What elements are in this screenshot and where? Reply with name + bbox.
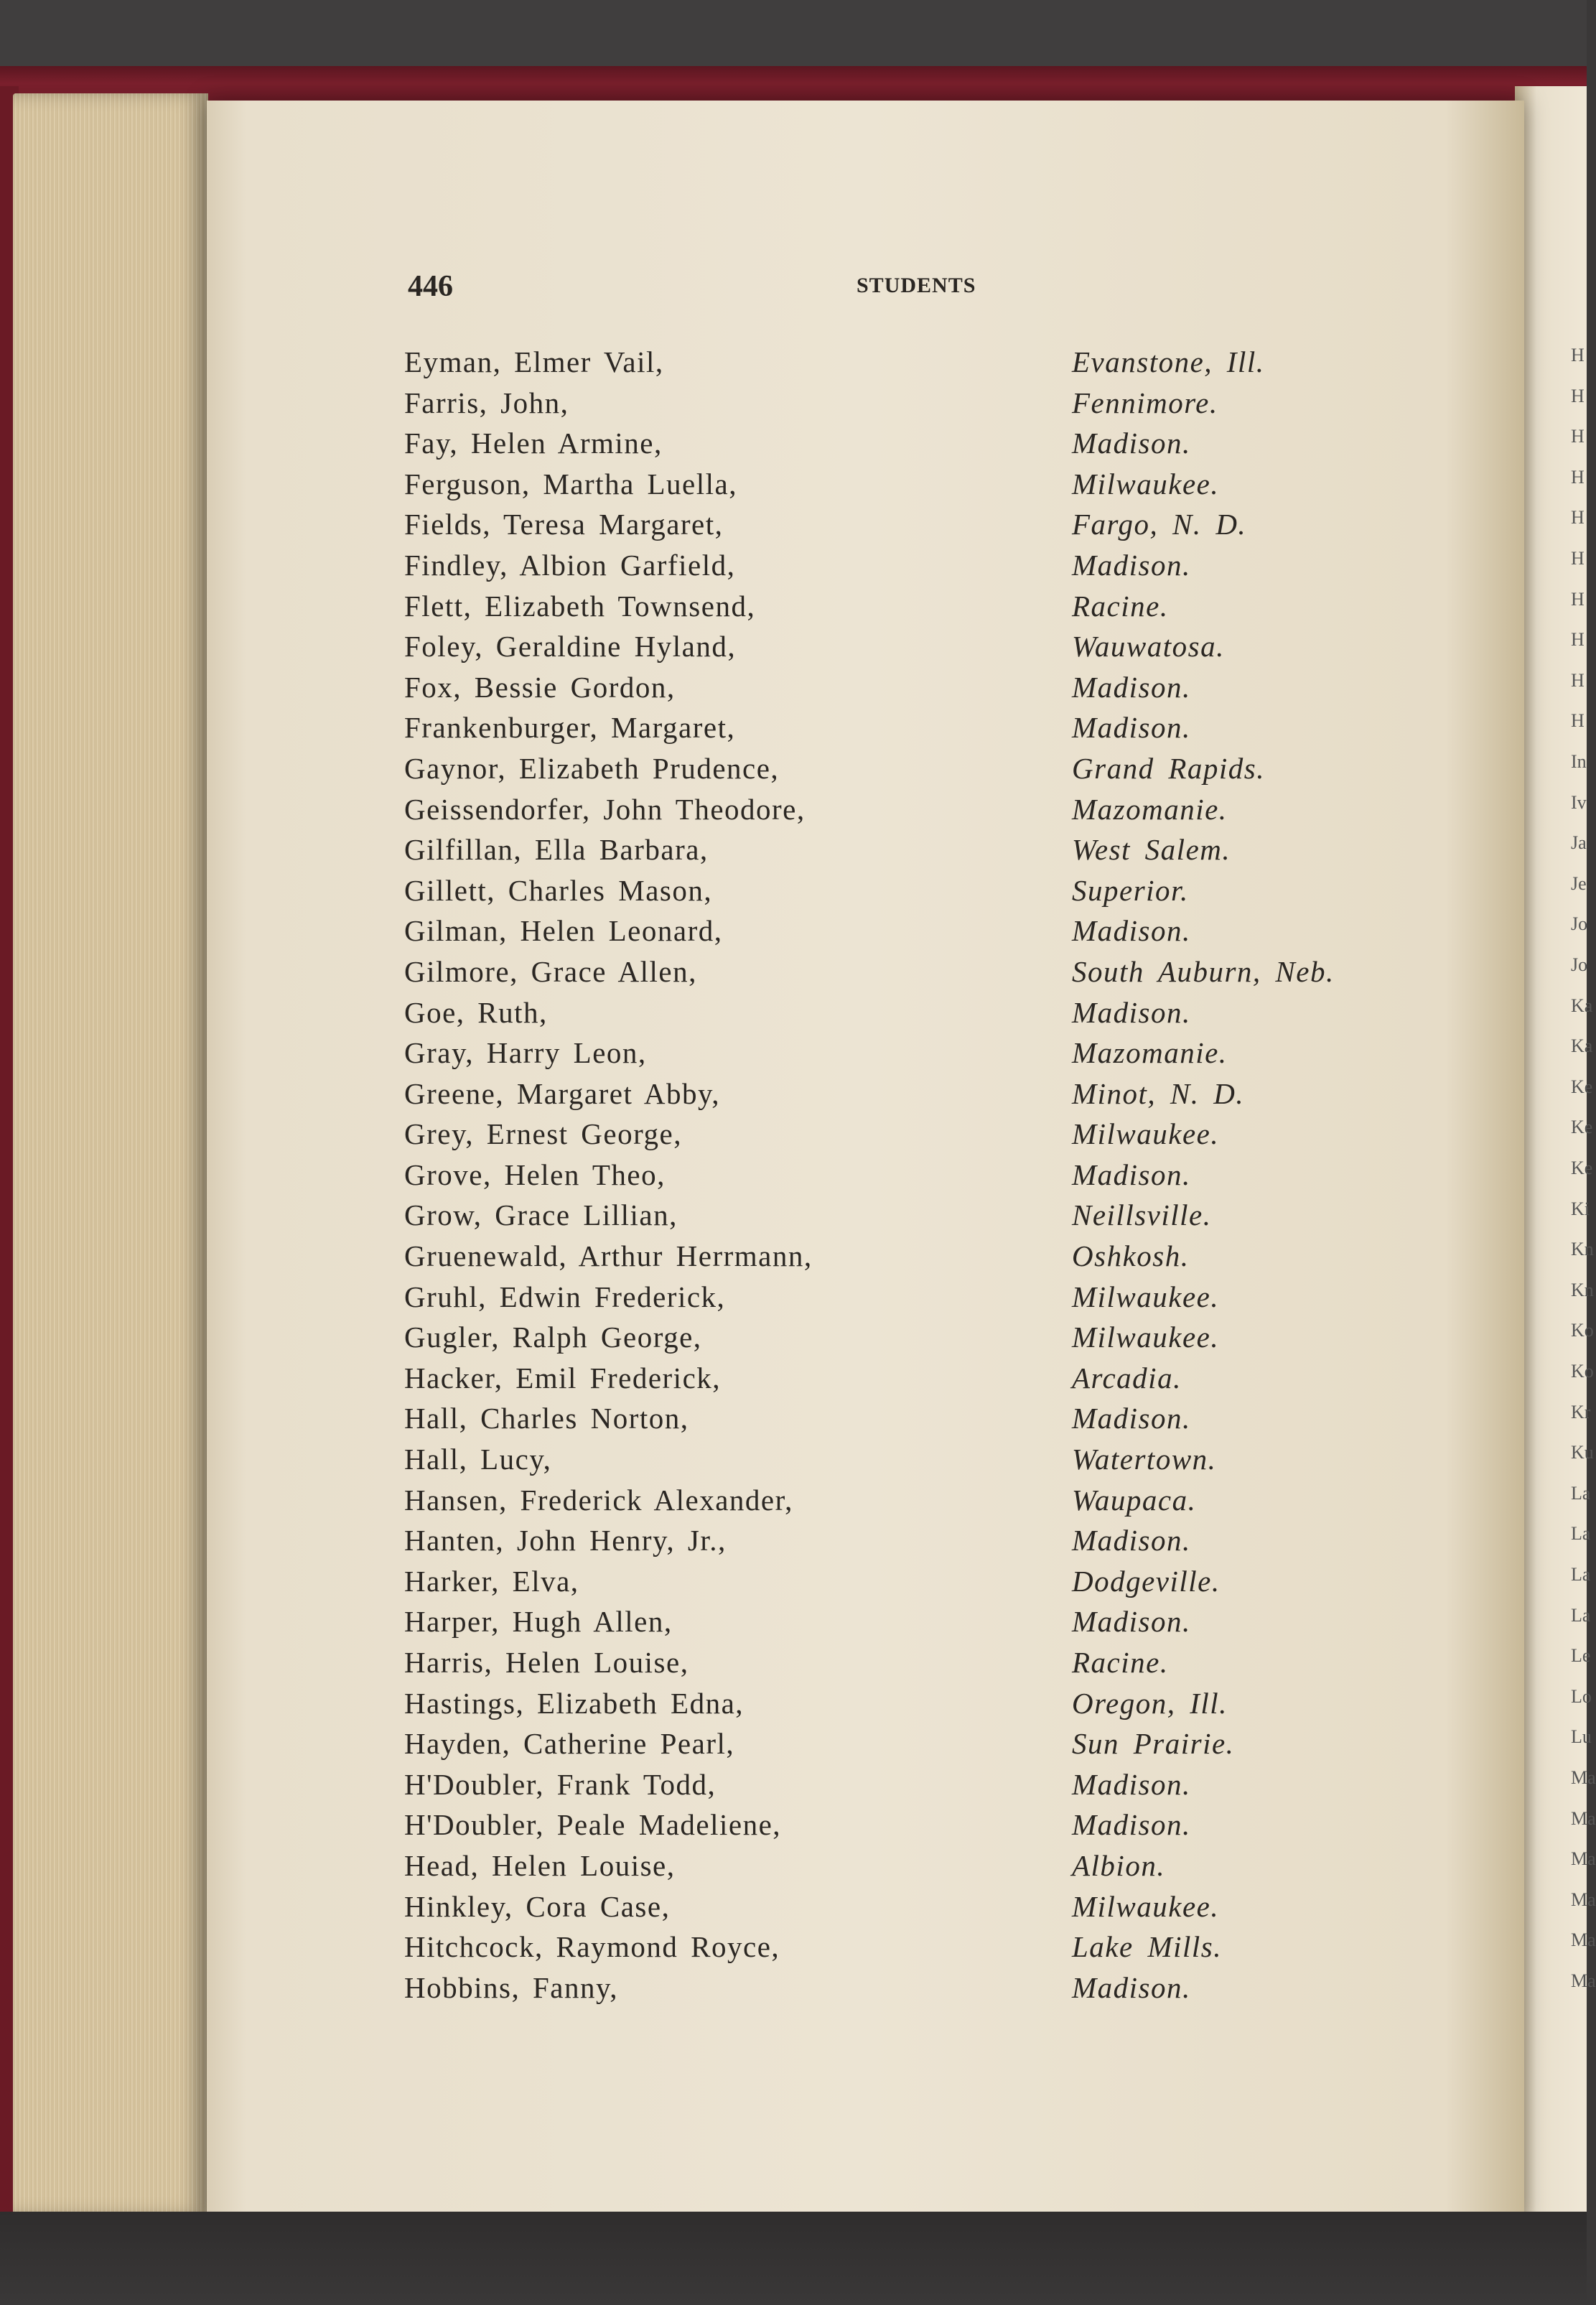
student-name: Gruenewald, Arthur Herrmann,	[404, 1239, 813, 1273]
student-hometown: Milwaukee.	[1072, 1117, 1220, 1151]
facing-page-fragment: Ki	[1571, 1198, 1590, 1219]
student-hometown: Madison.	[1072, 914, 1191, 948]
student-name: Ferguson, Martha Luella,	[404, 467, 737, 500]
facing-page-fragment: H	[1571, 466, 1585, 488]
student-name: Fields, Teresa Margaret,	[404, 508, 724, 541]
facing-page-fragment: H	[1571, 548, 1585, 569]
student-name: Fay, Helen Armine,	[404, 427, 663, 460]
student-name: Hitchcock, Raymond Royce,	[404, 1930, 780, 1964]
student-name: Harker, Elva,	[404, 1564, 579, 1598]
facing-page-fragment: Ka	[1571, 995, 1593, 1016]
list-item	[207, 548, 1524, 589]
list-item	[207, 1726, 1524, 1767]
facing-page-fragment: Kn	[1571, 1239, 1594, 1260]
list-item	[207, 1361, 1524, 1402]
facing-page-fragment: Jo	[1571, 913, 1588, 935]
list-item	[207, 1523, 1524, 1564]
facing-page-fragment: Ma	[1571, 1767, 1596, 1788]
list-item	[207, 873, 1524, 914]
student-hometown: Madison.	[1072, 1767, 1191, 1801]
student-hometown: Lake Mills.	[1072, 1930, 1222, 1964]
student-hometown: Superior.	[1072, 873, 1189, 907]
student-hometown: Arcadia.	[1072, 1361, 1182, 1394]
student-name: Greene, Margaret Abby,	[404, 1076, 721, 1110]
list-item	[207, 1807, 1524, 1848]
student-name: Head, Helen Louise,	[404, 1848, 676, 1882]
student-name: Grow, Grace Lillian,	[404, 1198, 678, 1232]
list-item	[207, 426, 1524, 467]
list-item	[207, 1442, 1524, 1483]
student-hometown: Milwaukee.	[1072, 467, 1220, 500]
student-name: H'Doubler, Frank Todd,	[404, 1767, 717, 1801]
facing-page-fragment: Ke	[1571, 1158, 1593, 1178]
table-surface	[0, 2212, 1587, 2305]
student-hometown: Madison.	[1072, 670, 1191, 704]
student-hometown: Madison.	[1072, 1605, 1191, 1639]
list-item	[207, 589, 1524, 630]
student-hometown: Milwaukee.	[1072, 1321, 1220, 1354]
student-name: Flett, Elizabeth Townsend,	[404, 589, 756, 623]
student-name: Foley, Geraldine Hyland,	[404, 630, 737, 663]
student-hometown: Oshkosh.	[1072, 1239, 1190, 1273]
student-name: Frankenburger, Margaret,	[404, 711, 736, 745]
list-item	[207, 1686, 1524, 1727]
facing-page-fragment: Ko	[1571, 1361, 1594, 1382]
list-item	[207, 1239, 1524, 1280]
page-number: 446	[408, 270, 453, 303]
list-item	[207, 832, 1524, 873]
list-item	[207, 1767, 1524, 1808]
list-item	[207, 954, 1524, 995]
facing-page-fragment: Lu	[1571, 1726, 1592, 1748]
facing-page-fragment: Je	[1571, 872, 1587, 894]
facing-page-fragment: Ma	[1571, 1970, 1596, 1991]
list-item	[207, 913, 1524, 954]
student-hometown: Sun Prairie.	[1072, 1727, 1235, 1761]
student-hometown: Neillsville.	[1072, 1198, 1212, 1232]
list-item	[207, 1117, 1524, 1158]
student-name: Hall, Charles Norton,	[404, 1402, 689, 1435]
facing-page-fragment: Kr	[1571, 1401, 1591, 1422]
student-hometown: Dodgeville.	[1072, 1564, 1221, 1598]
facing-page-fragment: H	[1571, 345, 1585, 365]
facing-page-fragment: Ka	[1571, 1035, 1593, 1057]
facing-page-fragment: Ma	[1571, 1929, 1596, 1951]
facing-page-fragment: La	[1571, 1564, 1591, 1585]
student-hometown: Wauwatosa.	[1072, 630, 1225, 663]
facing-page-fragment: Ko	[1571, 1320, 1594, 1341]
student-hometown: South Auburn, Neb.	[1072, 954, 1335, 988]
list-item	[207, 1401, 1524, 1442]
student-name: Hansen, Frederick Alexander,	[404, 1483, 793, 1517]
student-name: Gillett, Charles Mason,	[404, 873, 713, 907]
student-hometown: Madison.	[1072, 1970, 1191, 2004]
list-item	[207, 751, 1524, 792]
student-name: Eyman, Elmer Vail,	[404, 345, 664, 378]
student-hometown: Madison.	[1072, 1402, 1191, 1435]
student-hometown: Madison.	[1072, 711, 1191, 745]
student-name: H'Doubler, Peale Madeliene,	[404, 1808, 782, 1842]
list-item	[207, 1198, 1524, 1239]
student-name: Hayden, Catherine Pearl,	[404, 1727, 735, 1761]
student-name: Grey, Ernest George,	[404, 1117, 682, 1151]
list-item	[207, 345, 1524, 386]
page-stack-edge	[13, 93, 208, 2215]
facing-page-fragment: Ma	[1571, 1807, 1596, 1829]
facing-page-fragment: Ma	[1571, 1848, 1596, 1870]
student-hometown: Waupaca.	[1072, 1483, 1197, 1517]
list-item	[207, 1604, 1524, 1645]
list-item	[207, 1035, 1524, 1076]
facing-page-fragment: H	[1571, 588, 1585, 610]
facing-page-fragment: La	[1571, 1482, 1591, 1504]
list-item	[207, 792, 1524, 833]
student-hometown: Madison.	[1072, 1524, 1191, 1557]
student-hometown: Racine.	[1072, 1646, 1169, 1679]
student-hometown: Madison.	[1072, 1808, 1191, 1842]
list-item	[207, 1645, 1524, 1686]
student-name: Harris, Helen Louise,	[404, 1646, 689, 1679]
list-item	[207, 507, 1524, 548]
list-item	[207, 1564, 1524, 1605]
student-name: Hastings, Elizabeth Edna,	[404, 1686, 745, 1720]
facing-page-fragment: Iv	[1571, 791, 1587, 813]
student-hometown: Minot, N. D.	[1072, 1076, 1245, 1110]
list-item	[207, 710, 1524, 751]
facing-page-fragment: H	[1571, 710, 1585, 732]
list-item	[207, 1483, 1524, 1524]
facing-page-fragment: H	[1571, 629, 1585, 651]
student-name: Gaynor, Elizabeth Prudence,	[404, 751, 780, 785]
running-head: STUDENTS	[857, 274, 976, 297]
facing-page-fragment: Ma	[1571, 1889, 1596, 1910]
facing-page-fragment: H	[1571, 507, 1585, 528]
student-hometown: Watertown.	[1072, 1443, 1217, 1476]
list-item	[207, 1320, 1524, 1361]
facing-page-fragment: Lo	[1571, 1685, 1592, 1707]
facing-page-fragment: Ke	[1571, 1076, 1593, 1097]
student-name: Gilman, Helen Leonard,	[404, 914, 723, 948]
student-hometown: Mazomanie.	[1072, 1036, 1228, 1070]
student-hometown: Fargo, N. D.	[1072, 508, 1247, 541]
student-name: Hobbins, Fanny,	[404, 1970, 619, 2004]
student-hometown: West Salem.	[1072, 833, 1231, 867]
student-hometown: Evanstone, Ill.	[1072, 345, 1265, 378]
facing-page-fragment: La	[1571, 1523, 1591, 1545]
student-name: Fox, Bessie Gordon,	[404, 670, 676, 704]
student-name: Goe, Ruth,	[404, 995, 548, 1029]
student-name: Grove, Helen Theo,	[404, 1158, 666, 1191]
list-item	[207, 467, 1524, 508]
student-hometown: Albion.	[1072, 1848, 1166, 1882]
student-hometown: Milwaukee.	[1072, 1889, 1220, 1923]
student-name: Gruhl, Edwin Frederick,	[404, 1280, 726, 1313]
list-item	[207, 1076, 1524, 1117]
list-item	[207, 629, 1524, 670]
facing-page-fragment: La	[1571, 1604, 1591, 1626]
student-name: Hacker, Emil Frederick,	[404, 1361, 722, 1394]
student-hometown: Madison.	[1072, 548, 1191, 582]
student-hometown: Racine.	[1072, 589, 1169, 623]
student-name: Gray, Harry Leon,	[404, 1036, 647, 1070]
facing-page-fragment: H	[1571, 669, 1585, 691]
student-name: Harper, Hugh Allen,	[404, 1605, 673, 1639]
student-name: Findley, Albion Garfield,	[404, 548, 736, 582]
facing-page-fragment: Kn	[1571, 1279, 1594, 1300]
facing-page-fragment: H	[1571, 426, 1585, 447]
list-item	[207, 670, 1524, 711]
facing-page-fragment: Ke	[1571, 1117, 1593, 1138]
facing-page-fragment: H	[1571, 385, 1585, 406]
list-item	[207, 1889, 1524, 1930]
list-item	[207, 1848, 1524, 1889]
list-item	[207, 1970, 1524, 2011]
list-item	[207, 995, 1524, 1036]
student-hometown: Oregon, Ill.	[1072, 1686, 1228, 1720]
student-list	[207, 345, 1524, 2011]
facing-page-fragment: In	[1571, 751, 1587, 772]
list-item	[207, 386, 1524, 427]
student-name: Hanten, John Henry, Jr.,	[404, 1524, 727, 1557]
book-page	[207, 101, 1524, 2222]
student-name: Gugler, Ralph George,	[404, 1321, 702, 1354]
list-item	[207, 1929, 1524, 1970]
list-item	[207, 1158, 1524, 1198]
student-name: Gilfillan, Ella Barbara,	[404, 833, 709, 867]
student-name: Geissendorfer, John Theodore,	[404, 792, 806, 826]
student-name: Gilmore, Grace Allen,	[404, 954, 697, 988]
page-header	[207, 269, 1524, 312]
facing-page-fragment: Le	[1571, 1645, 1591, 1667]
student-hometown: Mazomanie.	[1072, 792, 1228, 826]
list-item	[207, 1280, 1524, 1321]
facing-page-fragment: Jo	[1571, 954, 1588, 975]
student-name: Hinkley, Cora Case,	[404, 1889, 671, 1923]
student-name: Farris, John,	[404, 386, 569, 419]
student-hometown: Madison.	[1072, 995, 1191, 1029]
student-hometown: Madison.	[1072, 427, 1191, 460]
student-hometown: Grand Rapids.	[1072, 751, 1265, 785]
facing-page-fragment: Ja	[1571, 832, 1587, 854]
student-hometown: Milwaukee.	[1072, 1280, 1220, 1313]
facing-page-fragment: Ku	[1571, 1442, 1594, 1463]
student-name: Hall, Lucy,	[404, 1443, 552, 1476]
student-hometown: Madison.	[1072, 1158, 1191, 1191]
student-hometown: Fennimore.	[1072, 386, 1218, 419]
